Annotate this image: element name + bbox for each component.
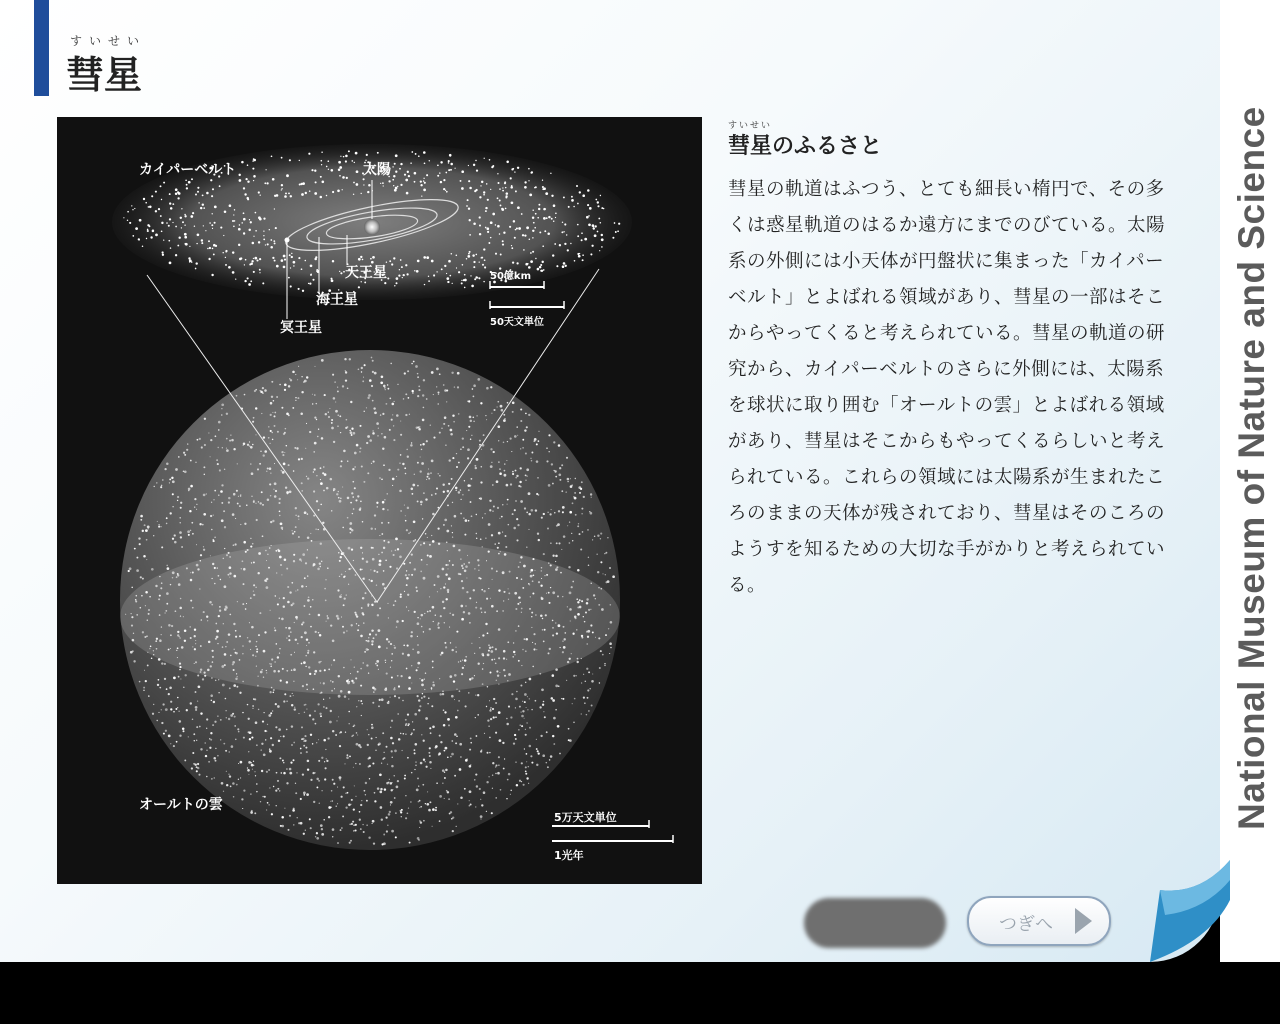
pluto-label: 冥王星 [280,320,322,336]
pluto-marker [285,238,290,243]
title-ruby: すいせい [70,34,147,48]
article-heading: 彗星のふるさと [728,134,883,159]
article-body: 彗星の軌道はふつう、とても細長い楕円で、その多くは惑星軌道のはるか遠方にまでのびている。太陽系の外側には小天体が円盤状に集まった「カイパーベルト」とよばれる領域があり、彗星の一部はそこからやってくると考えられている。彗星の軌道の研究から、カイパーベルトのさらに外側には、太陽系を球状に取り囲む「オールトの雲」とよばれる領域があり、彗星はそこからもやってくるらしいと考えられている。これらの領域には太陽系が生まれたころのままの天体が残されており、彗星はそのころのようすを知るための大切な手がかりと考えられている。 [728,179,1166,596]
sun-label: 太陽 [363,162,391,178]
page-title: 彗星 [66,53,143,97]
scale-km-label: 50億km [490,271,531,282]
article [728,118,1168,604]
uranus-label: 天王星 [345,265,387,281]
title-accent-bar [34,0,49,96]
oort-cloud-label: オールトの雲 [139,797,223,813]
scale-lightyear-label: 1光年 [554,849,584,862]
heading-ruby: すいせい [728,121,773,131]
next-button-label: つぎへ [999,914,1053,935]
oort-equator [120,539,620,695]
scale-oort-au-label: 5万天文単位 [554,811,617,824]
scale-au-label: 50天文単位 [490,317,544,328]
page-curl-icon [1150,860,1230,962]
comet-origin-illustration [57,117,702,884]
next-button[interactable] [967,896,1111,946]
neptune-label: 海王星 [316,292,358,308]
museum-name: National Museum of Nature and Science [1231,106,1272,830]
illustration-canvas [57,117,702,884]
back-button[interactable] [804,898,946,948]
sun-marker [364,219,380,235]
kuiper-belt-label: カイパーベルト [139,162,237,178]
play-arrow-icon [1075,908,1092,934]
